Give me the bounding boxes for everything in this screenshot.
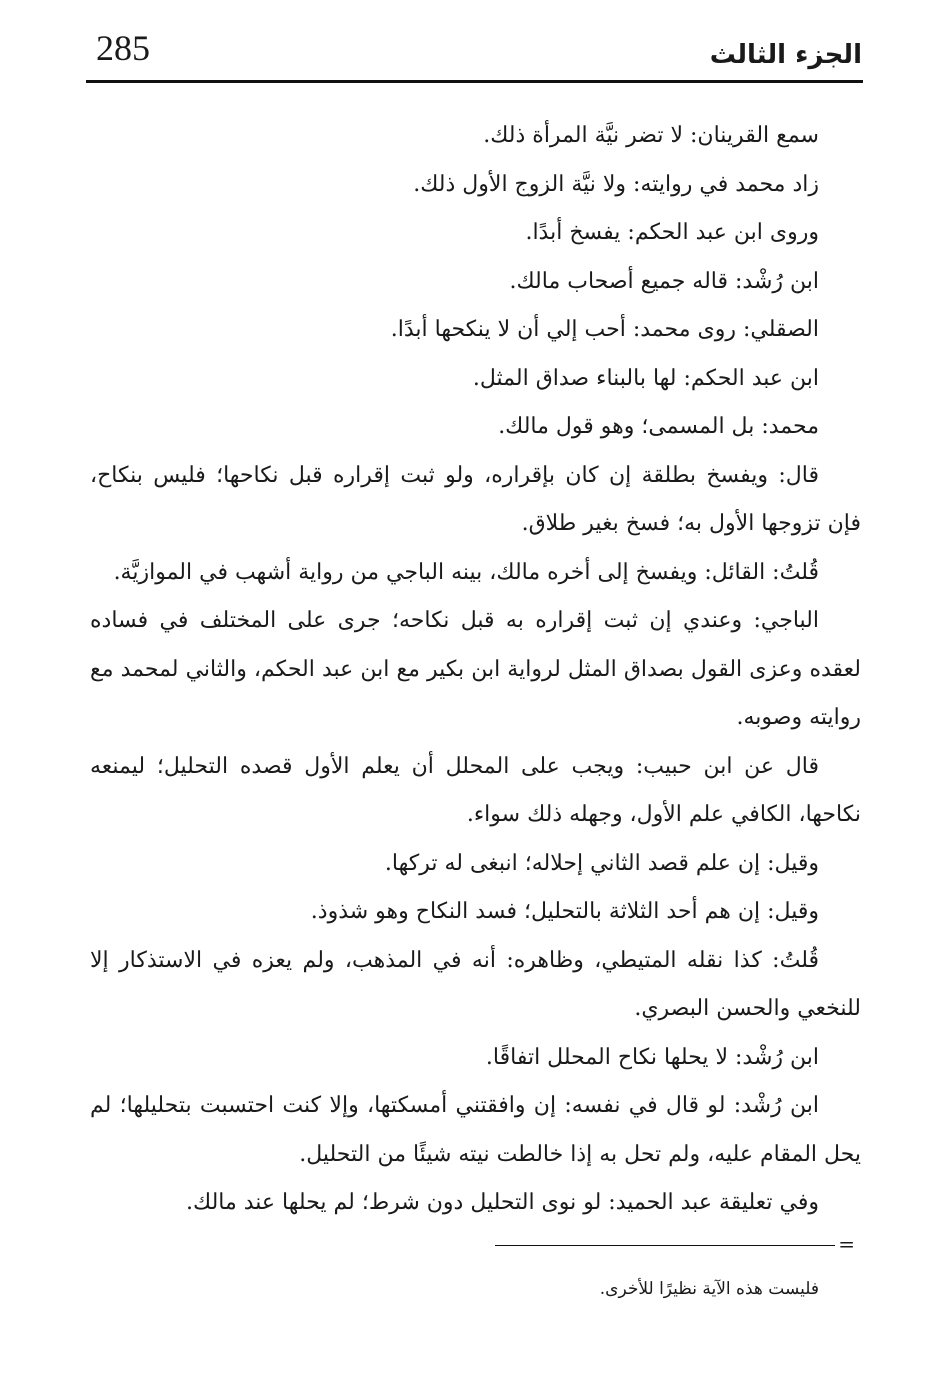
paragraph-6: ابن عبد الحكم: لها بالبناء صداق المثل. bbox=[472, 365, 819, 391]
paragraph-9: قُلتُ: القائل: ويفسخ إلى أخره مالك، بينه الباجي من رواية أشهب في الموازيَّة. bbox=[113, 559, 819, 585]
paragraph-1: سمع القرينان: لا تضر نيَّة المرأة ذلك. bbox=[483, 123, 819, 148]
paragraph-2: زاد محمد في روايته: ولا نيَّة الزوج الأول ذلك. bbox=[413, 171, 819, 197]
running-header-title: الجزء الثالث bbox=[709, 40, 862, 70]
paragraph-15: ابن رُشْد: لا يحلها نكاح المحلل اتفاقًا. bbox=[485, 1044, 819, 1070]
paragraph-7: محمد: بل المسمى؛ وهو قول مالك. bbox=[498, 414, 819, 439]
paragraph-12: وقيل: إن علم قصد الثاني إحلاله؛ انبغى له تركها. bbox=[384, 850, 819, 876]
paragraph-5: الصقلي: روى محمد: أحب إلي أن لا ينكحها أبدًا. bbox=[390, 317, 819, 342]
header-rule bbox=[86, 80, 863, 83]
paragraph-13: وقيل: إن هم أحد الثلاثة بالتحليل؛ فسد النكاح وهو شذوذ. bbox=[310, 899, 819, 924]
page-number: 285 bbox=[96, 28, 150, 68]
paragraph-10: الباجي: وعندي إن ثبت إقراره به قبل نكاحه؛ جرى على المختلف في فساده لعقده وعزى القول بصداق المثل لرواية ابن بكير مع ابن عبد الحكم، والثاني لمحمد مع روايته وصوبه. bbox=[90, 608, 861, 730]
footnote-text: فليست هذه الآية نظيرًا للأخرى. bbox=[599, 1279, 819, 1299]
footnote-marker: = bbox=[838, 1232, 855, 1256]
paragraph-14: قُلتُ: كذا نقله المتيطي، وظاهره: أنه في المذهب، ولم يعزه في الاستذكار إلا للنخعي والحسن البصري. bbox=[90, 947, 861, 1021]
paragraph-11: قال عن ابن حبيب: ويجب على المحلل أن يعلم الأول قصده التحليل؛ ليمنعه نكاحها، الكافي علم الأول، وجهله ذلك سواء. bbox=[90, 753, 861, 827]
paragraph-4: ابن رُشْد: قاله جميع أصحاب مالك. bbox=[509, 268, 819, 294]
footnote-rule bbox=[495, 1245, 835, 1246]
body-text bbox=[90, 112, 861, 1228]
paragraph-3: وروى ابن عبد الحكم: يفسخ أبدًا. bbox=[525, 220, 819, 245]
paragraph-17: وفي تعليقة عبد الحميد: لو نوى التحليل دون شرط؛ لم يحلها عند مالك. bbox=[186, 1190, 819, 1215]
paragraph-8: قال: ويفسخ بطلقة إن كان بإقراره، ولو ثبت إقراره قبل نكاحها؛ فليس بنكاح، فإن تزوجها الأول به؛ فسخ بغير طلاق. bbox=[90, 462, 861, 536]
paragraph-16: ابن رُشْد: لو قال في نفسه: إن وافقتني أمسكتها، وإلا كنت احتسبت بتحليلها؛ لم يحل المقام عليه، ولم تحل به إذا خالطت نيته شيئًا من التحليل. bbox=[90, 1093, 861, 1167]
